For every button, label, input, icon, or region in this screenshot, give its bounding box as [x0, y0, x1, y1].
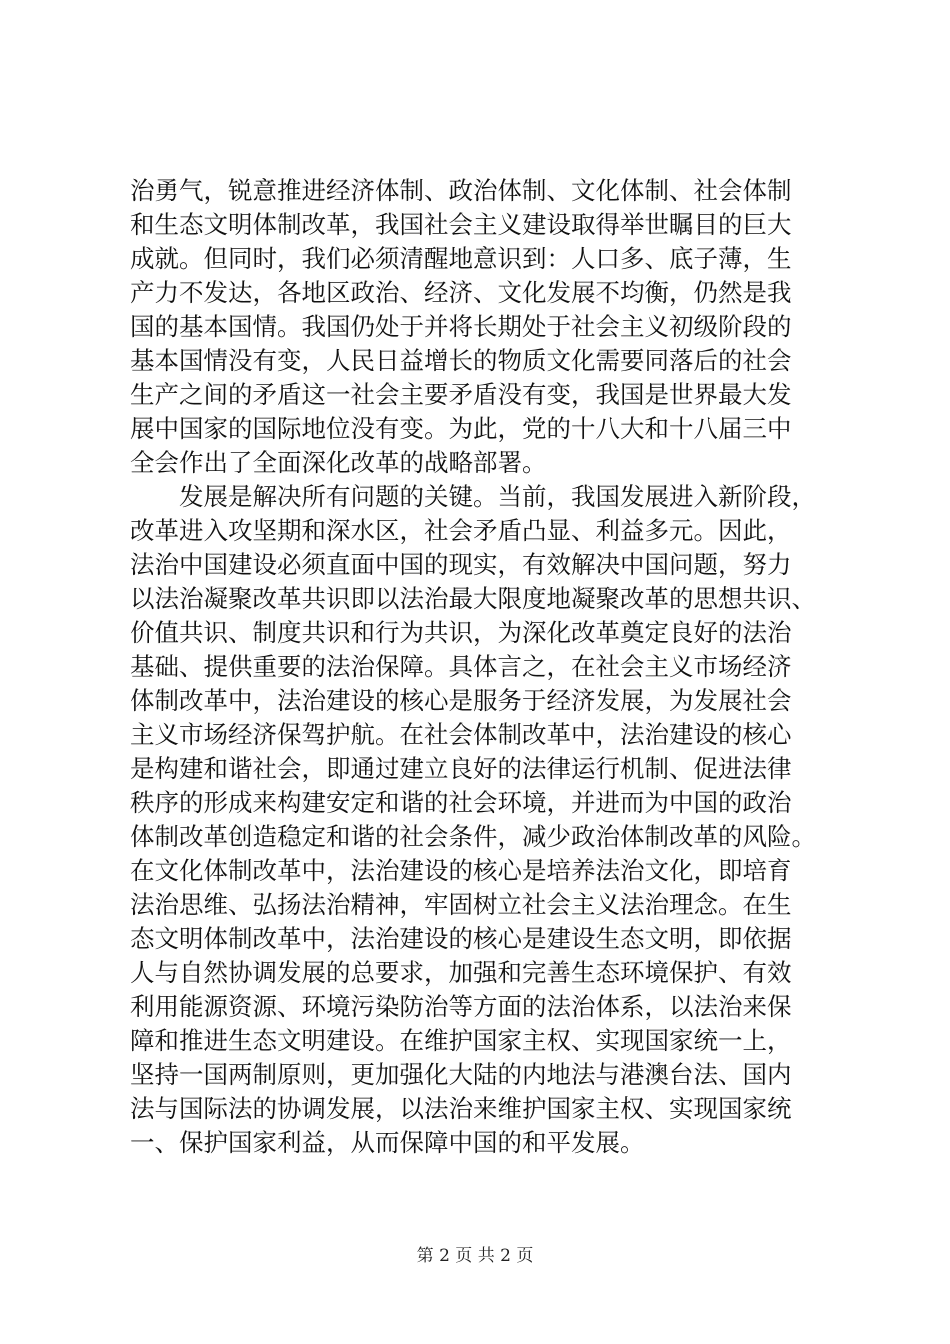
text-line: 生产之间的矛盾这一社会主要矛盾没有变，我国是世界最大发 [130, 380, 792, 409]
text-line: 人与自然协调发展的总要求，加强和完善生态环境保护、有效 [130, 958, 792, 987]
page-number-footer: 第 2 页 共 2 页 [416, 1246, 534, 1266]
text-line: 展中国家的国际地位没有变。为此，党的十八大和十八届三中 [130, 414, 792, 443]
text-line: 改革进入攻坚期和深水区，社会矛盾凸显、利益多元。因此， [130, 516, 792, 545]
text-line: 坚持一国两制原则，更加强化大陆的内地法与港澳台法、国内 [130, 1060, 792, 1089]
text-line: 秩序的形成来构建安定和谐的社会环境，并进而为中国的政治 [130, 788, 792, 817]
text-line: 主义市场经济保驾护航。在社会体制改革中，法治建设的核心 [130, 720, 792, 749]
text-line: 是构建和谐社会，即通过建立良好的法律运行机制、促进法律 [130, 754, 792, 783]
text-line: 治勇气，锐意推进经济体制、政治体制、文化体制、社会体制 [130, 176, 792, 205]
text-line: 以法治凝聚改革共识即以法治最大限度地凝聚改革的思想共识、 [130, 584, 816, 613]
text-line: 体制改革创造稳定和谐的社会条件，减少政治体制改革的风险。 [130, 822, 816, 851]
text-line: 法与国际法的协调发展，以法治来维护国家主权、实现国家统 [130, 1094, 792, 1123]
text-line: 法治中国建设必须直面中国的现实，有效解决中国问题，努力 [130, 550, 792, 579]
text-line: 价值共识、制度共识和行为共识，为深化改革奠定良好的法治 [130, 618, 792, 647]
text-line: 国的基本国情。我国仍处于并将长期处于社会主义初级阶段的 [130, 312, 792, 341]
text-line: 全会作出了全面深化改革的战略部署。 [130, 448, 547, 477]
text-line: 一、保护国家利益，从而保障中国的和平发展。 [130, 1128, 645, 1157]
text-line: 体制改革中，法治建设的核心是服务于经济发展，为发展社会 [130, 686, 792, 715]
paragraph-start-line: 发展是解决所有问题的关键。当前，我国发展进入新阶段， [130, 482, 816, 511]
text-line: 态文明体制改革中，法治建设的核心是建设生态文明，即依据 [130, 924, 792, 953]
text-line: 基本国情没有变，人民日益增长的物质文化需要同落后的社会 [130, 346, 792, 375]
text-line: 障和推进生态文明建设。在维护国家主权、实现国家统一上， [130, 1026, 792, 1055]
text-line: 基础、提供重要的法治保障。具体言之，在社会主义市场经济 [130, 652, 792, 681]
text-line: 产力不发达，各地区政治、经济、文化发展不均衡，仍然是我 [130, 278, 792, 307]
text-line: 在文化体制改革中，法治建设的核心是培养法治文化，即培育 [130, 856, 792, 885]
text-line: 法治思维、弘扬法治精神，牢固树立社会主义法治理念。在生 [130, 890, 792, 919]
text-line: 利用能源资源、环境污染防治等方面的法治体系，以法治来保 [130, 992, 792, 1021]
text-line: 成就。但同时，我们必须清醒地意识到：人口多、底子薄，生 [130, 244, 792, 273]
text-line: 和生态文明体制改革，我国社会主义建设取得举世瞩目的巨大 [130, 210, 792, 239]
